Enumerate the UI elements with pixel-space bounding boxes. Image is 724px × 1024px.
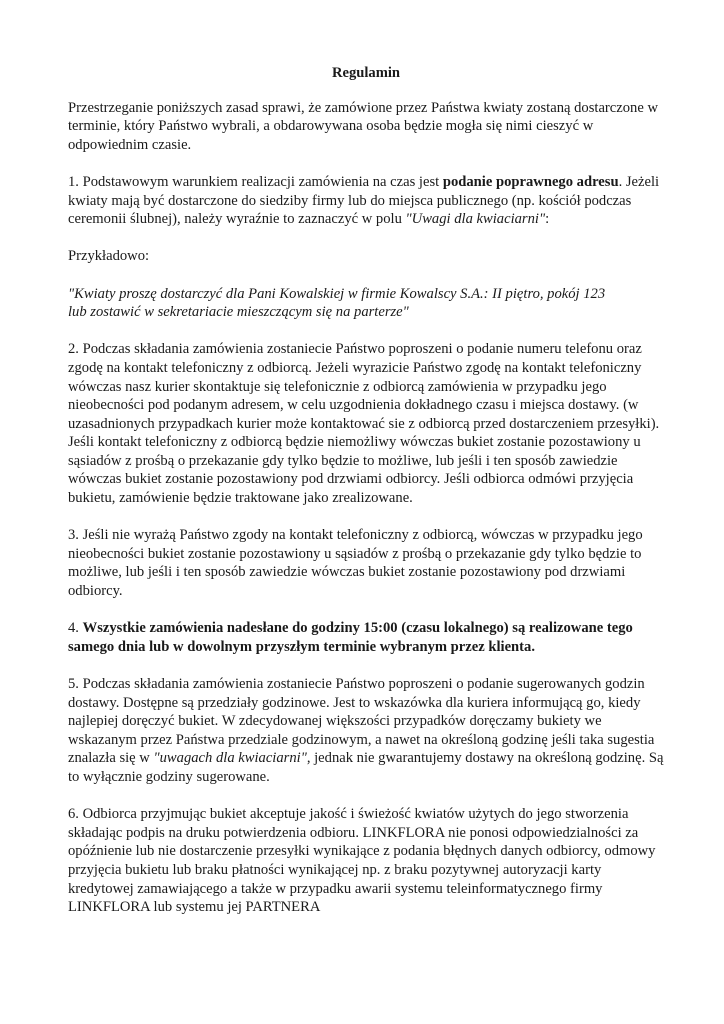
section-5-text-start: 5. Podczas składania zamówienia zostaniecie Państwo poproszeni o podanie sugerowanych godzin dostawy. Dostępne są przedziały godzinowe. Jest to wskazówka dla kuriera informującą go, kiedy najlepiej doręczyć bukiet. W zdecydowanej większości przypadków doręczamy bukiety we wskazanym przez Państwa przedziale godzinowym, a nawet na określoną godzinę jeśli taka sugestia znalazła się w — [68, 676, 655, 767]
example-line-1: "Kwiaty proszę dostarczyć dla Pani Kowalskiej w firmie Kowalscy S.A.: II piętro, pokój 123 — [68, 285, 606, 302]
example-label: Przykładowo: — [68, 248, 150, 265]
section-1-paragraph — [68, 173, 664, 229]
example-quote — [68, 285, 664, 322]
section-2-paragraph: 2. Podczas składania zamówienia zostaniecie Państwo poproszeni o podanie numeru telefonu oraz zgodę na kontakt telefoniczny z odbiorcą. Jeżeli wyrazicie Państwo zgodę na kontakt telefoniczny wówczas nasz kurier skontaktuje się telefonicznie z odbiorcą zamówienia w przypadku jego nieobecności pod podanym adresem, w celu uzgodnienia dokładnego czasu i miejsca dostawy. (w uzasadnionych przypadkach kurier może kontaktować sie z odbiorcą przed dostarczeniem przesyłki). Jeśli kontakt telefoniczny z odbiorcą będzie niemożliwy wówczas bukiet zostanie pozostawiony u sąsiadów z prośbą o przekazanie gdy tylko będzie to możliwe, lub jeśli i ten sposób zawiedzie wówczas bukiet zostanie pozostawiony pod drzwiami odbiorcy. Jeśli odbiorca odmówi przyjęcia bukietu, zamówienie będzie traktowane jako zrealizowane. — [68, 341, 660, 507]
section-5-paragraph — [68, 675, 664, 787]
intro-paragraph: Przestrzeganie poniższych zasad sprawi, że zamówione przez Państwa kwiaty zostaną dostarczone w terminie, który Państwo wybrali, a obdarowywana osoba będzie mogła się nimi cieszyć w odpowiednim czasie. — [68, 99, 658, 153]
section-1-text-start: 1. Podstawowym warunkiem realizacji zamówienia na czas jest — [68, 173, 443, 190]
section-4-bold-text: Wszystkie zamówienia nadesłane do godziny 15:00 (czasu lokalnego) są realizowane tego samego dnia lub w dowolnym przyszłym terminie wybranym przez klienta. — [68, 620, 633, 655]
section-1-text-end: : — [545, 211, 550, 228]
section-4-number: 4. — [68, 620, 83, 637]
section-1-bold-text: podanie poprawnego adresu — [442, 173, 619, 190]
page-title: Regulamin — [331, 65, 401, 81]
example-line-2: lub zostawić w sekretariacie mieszczącym się na parterze" — [68, 304, 409, 321]
section-1-text-middle: . Jeżeli kwiaty mają być dostarczone do siedziby firmy lub do miejsca publicznego (np. kościół podczas ceremonii ślubnej), należy wyraźnie to zaznaczyć w polu — [68, 173, 660, 228]
section-1-italic-field: "Uwagi dla kwiaciarni" — [405, 211, 546, 228]
section-5-text-end: , jednak nie gwarantujemy dostawy na określoną godzinę. Są to wyłącznie godziny sugerowane. — [68, 750, 664, 785]
section-5-italic-field: "uwagach dla kwiaciarni" — [153, 750, 307, 767]
section-3-paragraph: 3. Jeśli nie wyrażą Państwo zgody na kontakt telefoniczny z odbiorcą, wówczas w przypadku jego nieobecności bukiet zostanie pozostawiony u sąsiadów z prośbą o przekazanie gdy tylko będzie to możliwe, lub jeśli i ten sposób zawiedzie wówczas bukiet zostanie pozostawiony pod drzwiami odbiorcy. — [68, 527, 643, 600]
section-4-paragraph — [68, 619, 664, 656]
document-page — [68, 64, 664, 935]
section-6-paragraph: 6. Odbiorca przyjmując bukiet akceptuje jakość i świeżość kwiatów użytych do jego stworzenia składając podpis na druku potwierdzenia odbioru. LINKFLORA nie ponosi odpowiedzialności za opóźnienie lub nie dostarczenie przesyłki wynikające z podania błędnych danych odbiorcy, odmowy przyjęcia bukietu lub braku płatności wynikającej np. z braku pozytywnej autoryzacji karty kredytowej zamawiającego a także w przypadku awarii systemu teleinformatycznego firmy LINKFLORA lub systemu jej PARTNERA — [68, 806, 656, 916]
